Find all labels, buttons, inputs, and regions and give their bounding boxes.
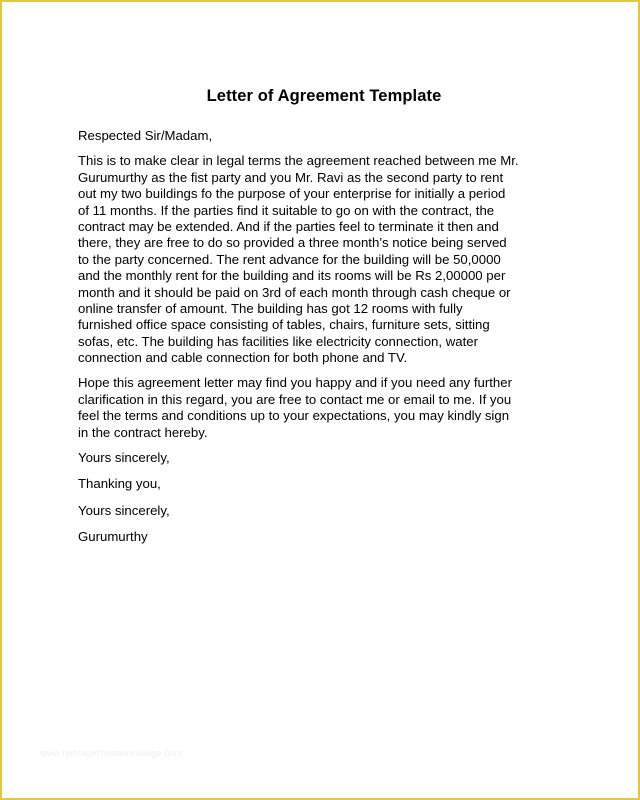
letter-document [78,86,570,556]
paragraph-line: there, they are free to do so provided a three month’s notice being served [78,235,507,251]
paragraph-line: contract may be extended. And if the parties feel to terminate it then and [78,218,499,234]
paragraph-line: Gurumurthy as the fist party and you Mr. Ravi as the second party to rent [78,169,504,185]
closing-line-3: Yours sincerely, [78,502,170,518]
closing-line-2: Thanking you, [78,476,161,492]
body-paragraph-2 [78,375,570,441]
paragraph-line: of 11 months. If the parties find it suitable to go on with the contract, the [78,202,495,218]
document-title: Letter of Agreement Template [206,87,442,105]
paragraph-line: to the party concerned. The rent advance for the building will be 50,0000 [78,251,501,267]
paragraph-line: furnished office space consisting of tables, chairs, furniture sets, sitting [78,317,490,333]
body-paragraph-1 [78,153,570,366]
paragraph-line: month and it should be paid on 3rd of each month through cash cheque or [78,284,511,300]
paragraph-line: This is to make clear in legal terms the agreement reached between me Mr. [78,153,519,169]
paragraph-line: sofas, etc. The building has facilities like electricity connection, water [78,333,478,349]
signature-name: Gurumurthy [78,529,148,545]
paragraph-line: feel the terms and conditions up to your expectations, you may kindly sign [78,408,510,424]
paragraph-line: connection and cable connection for both phone and TV. [78,350,408,366]
paragraph-line: in the contract hereby. [78,424,208,440]
paragraph-line: online transfer of amount. The building has got 12 rooms with fully [78,300,463,316]
paragraph-line: out my two buildings fo the purpose of your enterprise for initially a period [78,186,506,202]
closing-line-1: Yours sincerely, [78,450,170,466]
paragraph-line: Hope this agreement letter may find you happy and if you need any further [78,375,512,391]
paragraph-line: and the monthly rent for the building and its rooms will be Rs 2,00000 per [78,268,506,284]
paragraph-line: clarification in this regard, you are free to contact me or email to me. If you [78,391,512,407]
watermark-text: www.heritagechristiancollege.com [40,748,182,758]
salutation: Respected Sir/Madam, [78,128,213,143]
